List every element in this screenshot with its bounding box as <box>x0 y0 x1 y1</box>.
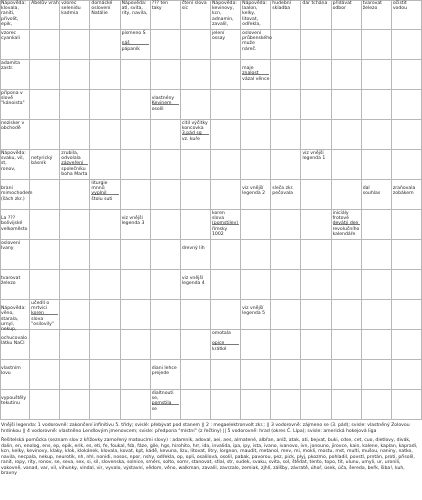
clue-text: oslovení průbenského muže náreč. <box>242 31 272 52</box>
clue-text: braní mimochodem (šách zkr.) <box>1 186 33 202</box>
grid-cell[interactable] <box>362 150 392 180</box>
clue-text: vlastním lovu <box>1 366 21 377</box>
word-pool: Řešitelská pomůcka (seznam slov z křížovky zamořený matoucími slovy) : adamnik, adoval, aei, aes, almatené, albřan, anlž, atak, ati, bejvat, buki, cdse, cet, cuo, dietlovy, divák, dalin, en, enolog, ens, ep, epik, erik, es, eti, fe, foukal, fsb, fáze, gile, hgs, hirohito, hrr, ida, invalida, ipa, ipy, ista, ivano, ivanovo, ivn, jonouno, jirovce, kain, kalene, kaplan, kapradí, kcn, kelky, kevinovy, klaky, klok, klokánek, klovala, kovat, kpt, kádě, kevuna, lízu, litovat, litry, lorgnon, maudit, metanol, mev, mi, mokli, mostu, mst, multi, mušou, naniny, natko, navila, necpala, nekup, neurotik, nh, nhl, nonidi, nosos, npor, nshy, odřekla, op, opli, osalilová, osolil, pabak, pavorou, pez, pick, plyj, pkozmo, pohladil, povstl, prntán, proti, přisolil, ranit, ropy, rity, ronov, se, seva, sex, si, sil, slovenska, solnice, smérs, solto, somr, stanovat, stlal, str, sudek, svaku, svita, sol, štědat, tento, topo, tit, ulunu, umyli, ur, uronili, vakovně, vanad, var, vil, vihunky, vindal, vir, vyvalo, výstavní, vědom, věno, walkman, zavalil, zavrzalo, zemiak, zjhlí, zálšby, závratě, úhoř, úsek, úča, šereda, beřk, šiba!, kuh, bravny <box>1 438 418 476</box>
grid-cell[interactable] <box>60 60 90 90</box>
grid-cell[interactable] <box>121 270 151 300</box>
clue-text: ??? ten taky <box>151 1 169 12</box>
grid-cell[interactable] <box>332 120 362 150</box>
clue-text: netyrický básník <box>31 156 53 167</box>
clue-text: náš pápaník <box>121 41 140 52</box>
grid-cell[interactable] <box>90 60 120 90</box>
grid-cell[interactable] <box>60 210 90 240</box>
grid-cell[interactable] <box>60 180 90 210</box>
grid-cell[interactable] <box>211 390 241 420</box>
grid-cell[interactable] <box>362 30 392 60</box>
grid-cell[interactable] <box>362 270 392 300</box>
clue-text: vázal věnce <box>242 76 270 82</box>
grid-cell[interactable] <box>60 240 90 270</box>
grid-cell[interactable] <box>30 330 60 360</box>
clue-text: zázveření společníku boha Marta <box>61 161 88 177</box>
clue-text: vyplnil štolu suti <box>91 191 113 202</box>
clue-text: omotala <box>212 331 231 336</box>
grid-cell[interactable] <box>60 30 90 60</box>
grid-cell[interactable] <box>121 360 151 390</box>
grid-cell[interactable] <box>60 330 90 360</box>
grid-cell[interactable] <box>241 90 271 120</box>
grid-cell[interactable] <box>211 90 241 120</box>
clue-text: viz vnější legenda 3 <box>121 216 145 227</box>
grid-cell[interactable] <box>30 90 60 120</box>
clue-text: citil výčitky <box>181 121 208 126</box>
grid-cell[interactable] <box>30 270 60 300</box>
clue-text: diani lehce prejede <box>151 366 177 377</box>
grid-cell[interactable] <box>301 390 331 420</box>
grid-cell[interactable] <box>392 120 422 150</box>
grid-cell[interactable] <box>241 240 271 270</box>
grid-cell[interactable] <box>121 390 151 420</box>
clue-text: oslovení Ivany <box>1 241 21 252</box>
clue-text: adamita zastr. <box>1 61 20 72</box>
clue-text: koren slova "osilovily" <box>31 311 54 327</box>
grid-cell[interactable] <box>181 330 211 360</box>
grid-cell[interactable] <box>151 240 181 270</box>
clue-text: čtení slova síc <box>181 1 207 12</box>
grid-cell[interactable] <box>60 390 90 420</box>
grid-cell[interactable] <box>301 30 331 60</box>
grid-cell[interactable] <box>392 360 422 390</box>
clue-text: sleča zkr. pečovala <box>272 186 294 197</box>
grid-cell[interactable] <box>362 240 392 270</box>
grid-cell[interactable] <box>392 210 422 240</box>
clue-text: vzorec selenidu kadmia <box>61 1 81 17</box>
grid-cell[interactable] <box>151 210 181 240</box>
clue-text: koncovka 3.pád sg vz. kuře <box>181 126 204 142</box>
grid-cell[interactable] <box>30 240 60 270</box>
grid-cell[interactable] <box>271 360 301 390</box>
grid-cell[interactable] <box>362 90 392 120</box>
grid-cell[interactable] <box>271 210 301 240</box>
grid-cell[interactable] <box>211 180 241 210</box>
clue-text: dialtnouti se, <box>151 391 174 402</box>
grid-cell[interactable] <box>362 210 392 240</box>
grid-cell[interactable] <box>241 150 271 180</box>
grid-cell[interactable] <box>30 30 60 60</box>
grid-cell[interactable] <box>30 120 60 150</box>
grid-cell[interactable] <box>241 270 271 300</box>
grid-cell[interactable] <box>301 330 331 360</box>
grid-cell[interactable] <box>392 150 422 180</box>
grid-cell[interactable] <box>211 60 241 90</box>
grid-cell[interactable] <box>121 90 151 120</box>
grid-cell[interactable] <box>241 360 271 390</box>
grid-cell[interactable] <box>60 120 90 150</box>
clue-text: pomstila se <box>151 401 172 412</box>
grid-cell[interactable] <box>30 210 60 240</box>
clue-text: maje znalost <box>242 66 259 77</box>
grid-cell[interactable] <box>332 30 362 60</box>
clue-text: domácké oslovení Natálie <box>91 1 113 17</box>
grid-cell[interactable] <box>271 330 301 360</box>
grid-cell[interactable] <box>181 150 211 180</box>
grid-cell[interactable] <box>90 390 120 420</box>
grid-cell[interactable] <box>332 150 362 180</box>
grid-cell[interactable] <box>211 150 241 180</box>
clue-text: viz vnější legenda 1 <box>302 151 326 162</box>
clue-text: iniciály frotové <box>332 211 349 222</box>
grid-cell[interactable] <box>90 300 120 330</box>
grid-cell[interactable] <box>30 180 60 210</box>
clue-text: přípona v slově "kánoista" <box>1 91 25 107</box>
grid-cell[interactable] <box>151 120 181 150</box>
grid-cell[interactable] <box>392 330 422 360</box>
grid-cell[interactable] <box>121 120 151 150</box>
grid-cell[interactable] <box>211 300 241 330</box>
clue-text: viz vnější legenda 5 <box>242 306 266 317</box>
grid-cell[interactable] <box>271 120 301 150</box>
grid-cell[interactable] <box>301 60 331 90</box>
grid-cell[interactable] <box>121 300 151 330</box>
grid-cell[interactable] <box>301 360 331 390</box>
grid-cell[interactable] <box>301 300 331 330</box>
grid-cell[interactable] <box>121 240 151 270</box>
grid-cell[interactable] <box>211 240 241 270</box>
grid-cell[interactable] <box>392 90 422 120</box>
grid-cell[interactable] <box>271 240 301 270</box>
grid-cell[interactable] <box>151 30 181 60</box>
clue-text: Nápověda: věno, starala, urnyl, nekup, <box>1 306 26 333</box>
clue-text: zraňovala zobákem <box>392 186 416 197</box>
grid-cell[interactable] <box>332 360 362 390</box>
clue-text: Nápověda: svaku, vil, st, ronov, <box>1 151 26 172</box>
clue-text: hudební skladba <box>272 1 291 12</box>
grid-cell[interactable] <box>181 210 211 240</box>
grid-cell[interactable] <box>90 210 120 240</box>
clue-text: opice krátké <box>212 341 227 352</box>
grid-cell[interactable] <box>362 330 392 360</box>
grid-cell[interactable] <box>181 300 211 330</box>
grid-cell[interactable] <box>301 180 331 210</box>
grid-cell[interactable] <box>90 360 120 390</box>
grid-cell[interactable] <box>392 60 422 90</box>
clue-text: zrubila, odvolala <box>61 151 81 162</box>
clue-text: La ??? bolivijské velkoměsto <box>1 216 28 232</box>
grid-cell[interactable] <box>90 150 120 180</box>
clue-text: očistit vodou <box>392 1 408 12</box>
grid-cell[interactable] <box>362 60 392 90</box>
grid-cell[interactable] <box>181 60 211 90</box>
grid-cell[interactable] <box>332 300 362 330</box>
clue-text: Nápověda: kevinovy, kcn, adnamin, zavalil, <box>212 1 237 27</box>
clue-text: vlastnény Kevinem <box>151 96 175 107</box>
clue-text: tvarovat železo <box>1 276 21 287</box>
clue-text: Nápověda: klovala, raniti, přivolit, epik, <box>1 1 26 27</box>
grid-cell[interactable] <box>332 240 362 270</box>
grid-cell[interactable] <box>60 360 90 390</box>
grid-cell[interactable] <box>332 270 362 300</box>
grid-cell[interactable] <box>181 90 211 120</box>
grid-cell[interactable] <box>90 90 120 120</box>
grid-cell[interactable] <box>151 300 181 330</box>
grid-cell[interactable] <box>151 150 181 180</box>
grid-cell[interactable] <box>332 390 362 420</box>
grid-cell[interactable] <box>241 120 271 150</box>
clue-text: dar tchána <box>302 1 328 6</box>
grid-cell[interactable] <box>301 120 331 150</box>
grid-cell[interactable] <box>332 180 362 210</box>
grid-cell[interactable] <box>90 270 120 300</box>
grid-cell[interactable] <box>301 270 331 300</box>
grid-cell[interactable] <box>60 90 90 120</box>
grid-cell[interactable] <box>151 60 181 90</box>
grid-cell[interactable] <box>181 180 211 210</box>
grid-cell[interactable] <box>271 30 301 60</box>
clue-text: přidávat odbor <box>332 1 352 12</box>
grid-cell[interactable] <box>151 330 181 360</box>
grid-cell[interactable] <box>392 300 422 330</box>
grid-cell[interactable] <box>392 30 422 60</box>
grid-cell[interactable] <box>121 60 151 90</box>
clue-text: tvarovat železo <box>362 1 382 12</box>
clue-text: dal souhlas <box>362 186 381 197</box>
grid-cell[interactable] <box>332 330 362 360</box>
clue-text: liturgie mnnů <box>91 181 108 192</box>
grid-cell[interactable] <box>30 360 60 390</box>
clue-text: drevný lih <box>181 246 205 252</box>
grid-cell[interactable] <box>30 390 60 420</box>
grid-cell[interactable] <box>271 150 301 180</box>
clue-text: vzorec cyankali <box>1 31 20 42</box>
grid-cell[interactable] <box>271 390 301 420</box>
clue-text: devátý den revolučního kalendáře <box>332 221 360 237</box>
grid-cell[interactable] <box>332 60 362 90</box>
grid-cell[interactable] <box>181 360 211 390</box>
grid-cell[interactable] <box>241 210 271 240</box>
grid-cell[interactable] <box>60 300 90 330</box>
clue-text: osolil <box>151 106 164 112</box>
grid-cell[interactable] <box>271 90 301 120</box>
grid-cell[interactable] <box>211 360 241 390</box>
grid-cell[interactable] <box>332 90 362 120</box>
grid-cell[interactable] <box>362 120 392 150</box>
grid-cell[interactable] <box>301 90 331 120</box>
grid-cell[interactable] <box>301 240 331 270</box>
clue-text: viz vnější legenda 2 <box>242 186 266 197</box>
grid-cell[interactable] <box>90 330 120 360</box>
grid-cell[interactable] <box>301 210 331 240</box>
puzzle-notes <box>1 423 421 481</box>
grid-cell[interactable] <box>271 60 301 90</box>
grid-cell[interactable] <box>241 330 271 360</box>
grid-cell[interactable] <box>392 240 422 270</box>
clue-text: nezisker v obchodě <box>1 121 25 132</box>
clue-text: ochucovalo látku NaCl <box>1 336 28 347</box>
grid-cell[interactable] <box>90 30 120 60</box>
clue-text: učedlí o mrtvici <box>31 301 50 312</box>
grid-cell[interactable] <box>90 240 120 270</box>
grid-cell[interactable] <box>211 270 241 300</box>
grid-cell[interactable] <box>241 390 271 420</box>
grid-cell[interactable] <box>151 180 181 210</box>
grid-cell[interactable] <box>392 390 422 420</box>
clue-text: Abelův vrah <box>31 1 59 6</box>
grid-cell[interactable] <box>30 60 60 90</box>
grid-cell[interactable] <box>362 300 392 330</box>
grid-cell[interactable] <box>211 120 241 150</box>
grid-cell[interactable] <box>90 120 120 150</box>
clue-text: viz vnější legenda 4 <box>181 276 205 287</box>
clue-text: Nápověda: laalon, kelky, litovat, odřekla, <box>242 1 267 27</box>
grid-cell[interactable] <box>121 330 151 360</box>
clue-text: koren slova (pomstiley) <box>212 211 239 227</box>
grid-cell[interactable] <box>392 270 422 300</box>
grid-cell[interactable] <box>121 150 151 180</box>
clue-text: Nápověda: atl, svita, rity, navila, <box>121 1 148 17</box>
grid-cell[interactable] <box>271 300 301 330</box>
grid-cell[interactable] <box>151 270 181 300</box>
grid-cell[interactable] <box>362 360 392 390</box>
grid-cell[interactable] <box>121 180 151 210</box>
grid-cell[interactable] <box>362 390 392 420</box>
clue-text: vypouštěly tekutinu <box>1 396 27 407</box>
grid-cell[interactable] <box>271 270 301 300</box>
grid-cell[interactable] <box>181 390 211 420</box>
outer-legend: Vnější legenda: 1 vodorovně: zakončení infinitivu 5. třídy; svislé: přebývat pod stanem || 2 : megaelektronvolt zkr.; || 3 vodorovně: zájmeno se (3. pád); svisle: vlastněný Zolovou hrdinkou || 4 vodorovně: vlastněno Lendlovým jmenovcem; svisle: předpona "místní" (z řečtiny) || 5 vodorovně: hrad (okres Č. Lípa); svisle: americká hokejová liga <box>1 423 410 434</box>
clue-text: písmeno S <box>121 31 146 36</box>
clue-text: římsky 1002 <box>212 226 228 237</box>
grid-cell[interactable] <box>181 30 211 60</box>
grid-cell[interactable] <box>60 270 90 300</box>
clue-text: jelení ossay <box>212 31 226 42</box>
